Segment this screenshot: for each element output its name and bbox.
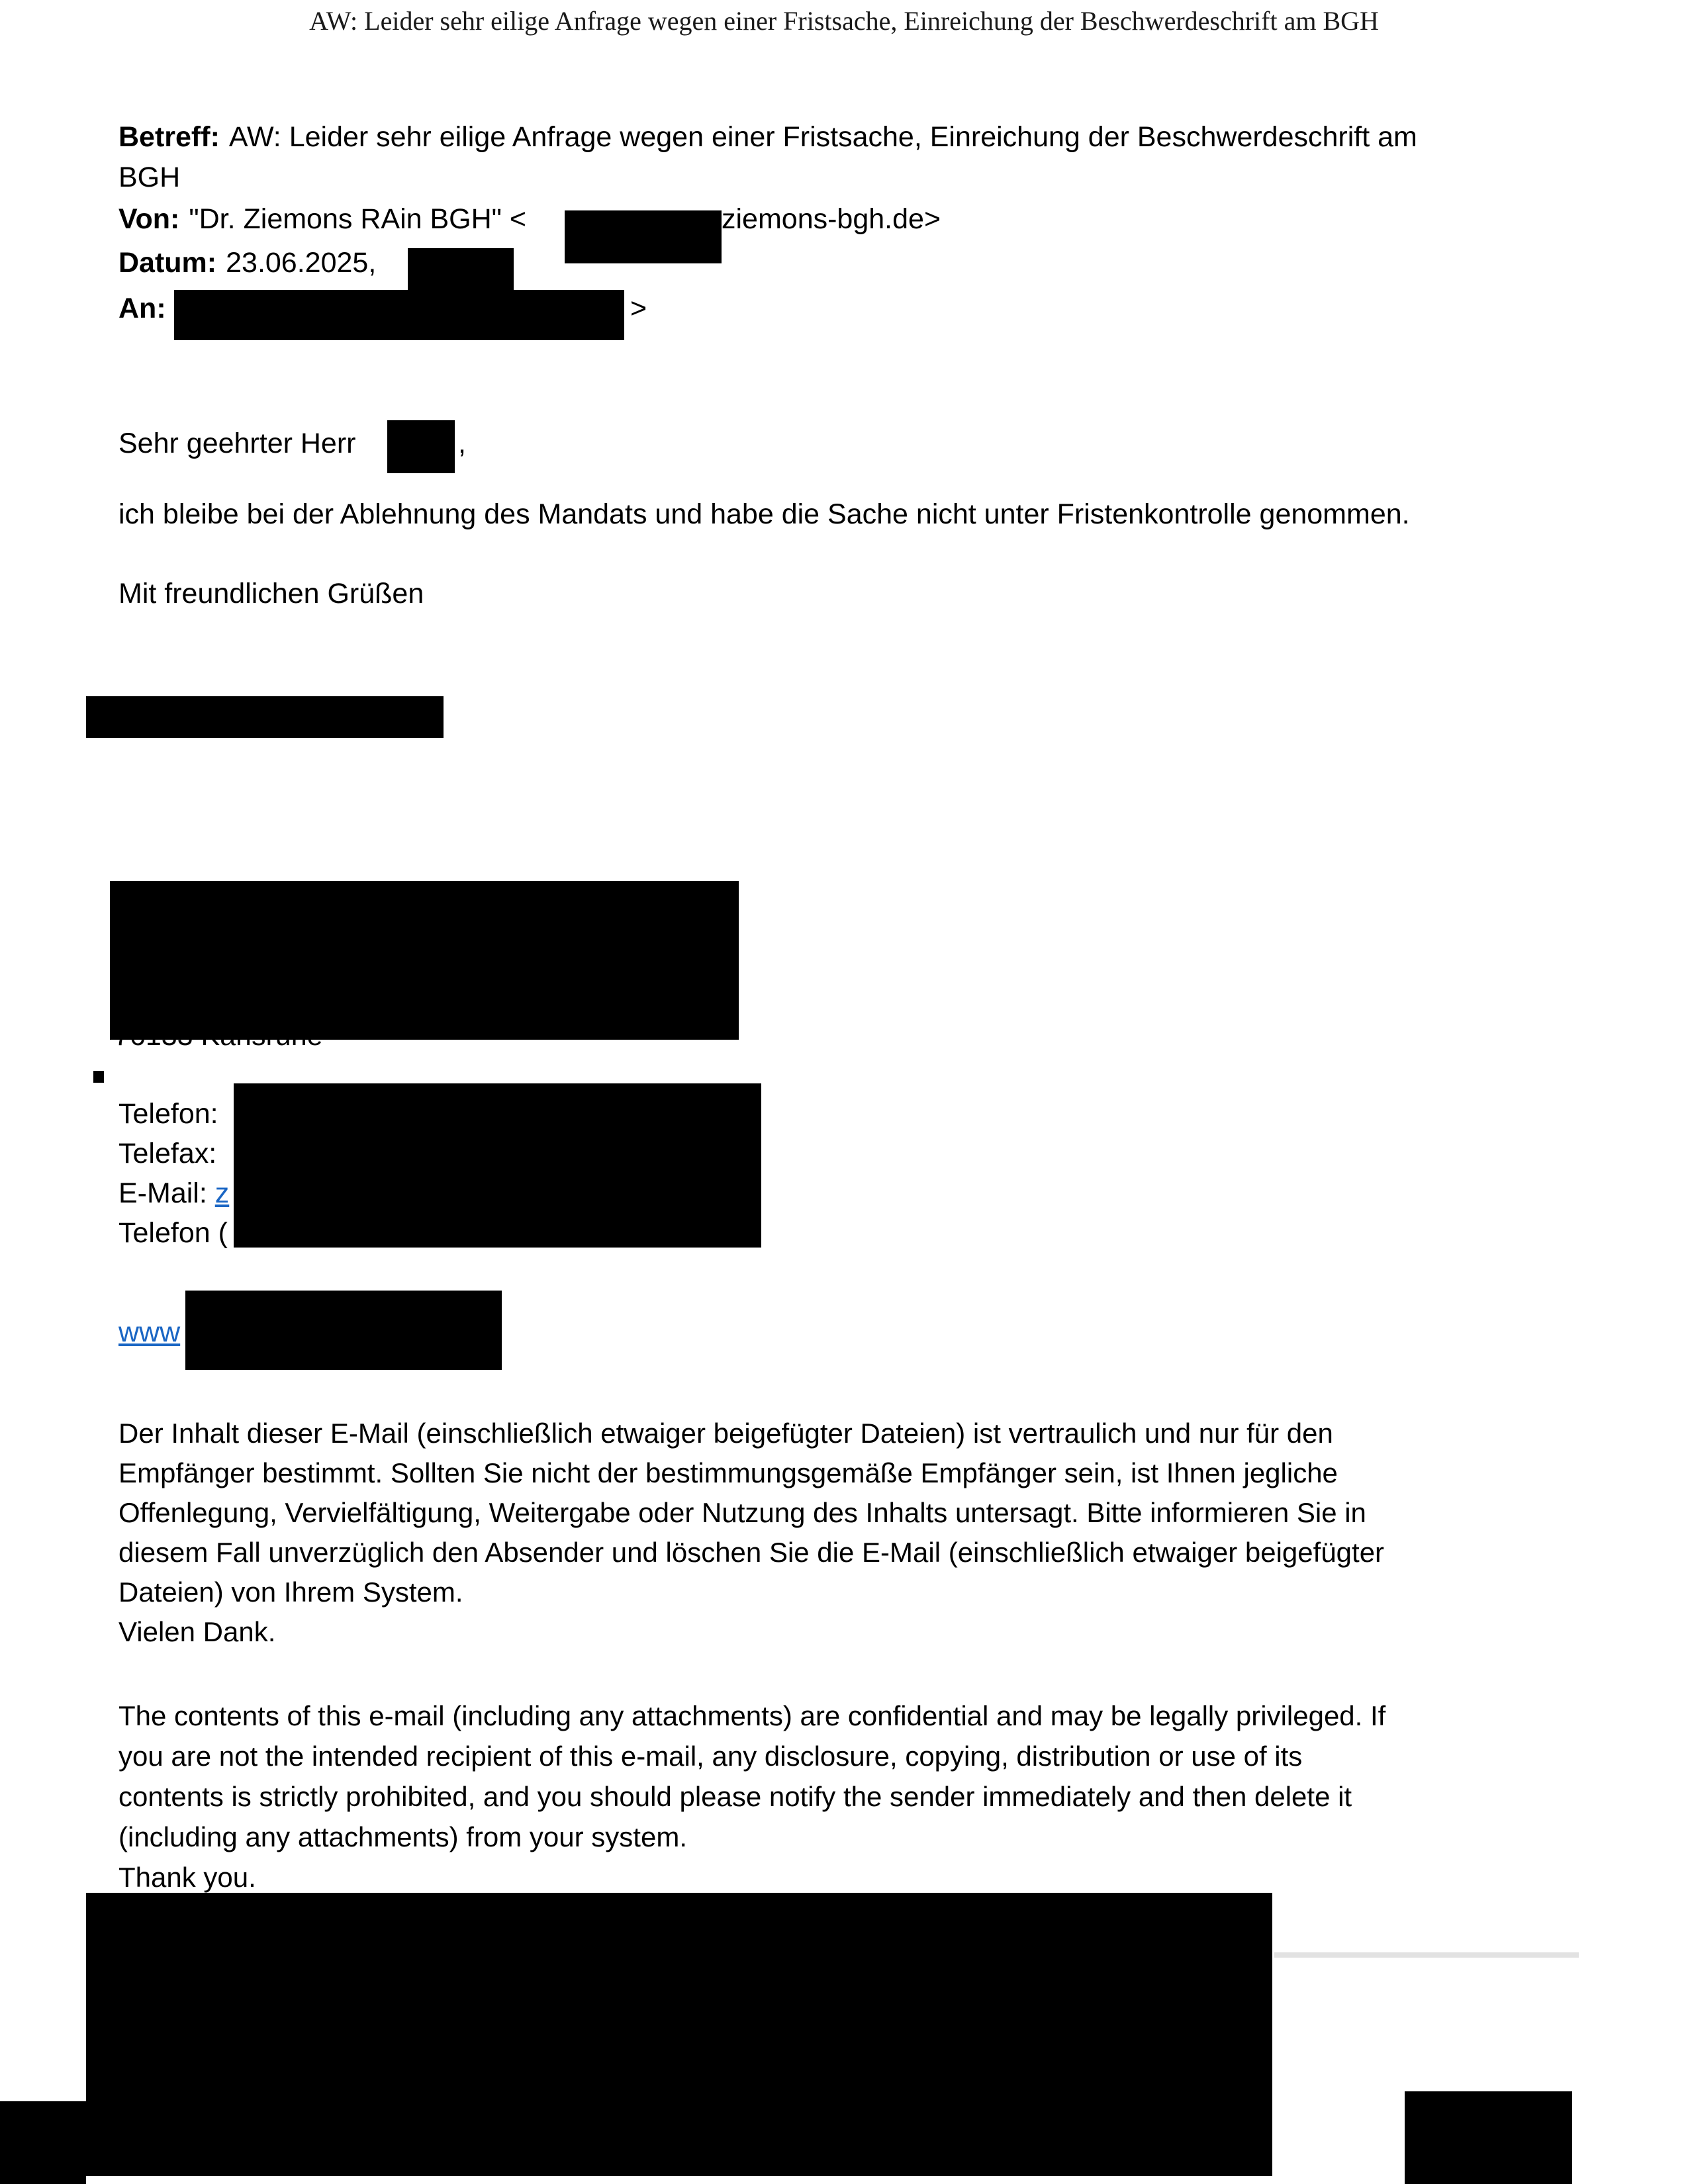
disclaimer-de-line: Empfänger bestimmt. Sollten Sie nicht der bestimmungsgemäße Empfänger sein, ist Ihnen jegliche — [118, 1457, 1338, 1488]
to-label: An: — [118, 293, 166, 324]
body-paragraph: ich bleibe bei der Ablehnung des Mandats und habe die Sache nicht unter Fristenkontrolle genommen. — [118, 498, 1410, 530]
redaction-box-sender-email — [565, 210, 722, 263]
disclaimer-en-line: Thank you. — [118, 1862, 256, 1893]
disclaimer-de-line: Dateien) von Ihrem System. — [118, 1576, 463, 1608]
website-link[interactable]: www — [118, 1316, 181, 1348]
list-bullet-square — [93, 1071, 104, 1083]
email-field-line — [118, 1177, 229, 1210]
email-label: E-Mail: — [118, 1177, 207, 1209]
page-title: AW: Leider sehr eilige Anfrage wegen einer Fristsache, Einreichung der Beschwerdeschrift am BGH — [309, 6, 1379, 36]
subject-label: Betreff: — [118, 121, 220, 153]
date-value: 23.06.2025, — [226, 247, 377, 279]
redaction-box-bottom-right — [1405, 2091, 1572, 2184]
date-line — [118, 246, 376, 279]
disclaimer-de-line: Der Inhalt dieser E-Mail (einschließlich etwaiger beigefügter Dateien) ist vertraulich und nur für den — [118, 1418, 1333, 1449]
redaction-box-time — [408, 248, 514, 291]
closing-text: Mit freundlichen Grüßen — [118, 578, 424, 610]
from-label: Von: — [118, 203, 180, 235]
disclaimer-en-line: you are not the intended recipient of this e-mail, any disclosure, copying, distribution or use of its — [118, 1741, 1303, 1772]
redaction-box-signature-name — [86, 696, 444, 738]
disclaimer-english — [118, 1696, 1385, 1897]
from-line — [118, 203, 526, 236]
greeting-comma: , — [458, 428, 466, 459]
date-label: Datum: — [118, 247, 217, 279]
redaction-box-recipient — [174, 290, 624, 340]
subject-value: AW: Leider sehr eilige Anfrage wegen einer Fristsache, Einreichung der Beschwerdeschrift am — [228, 121, 1417, 153]
disclaimer-de-line: Vielen Dank. — [118, 1616, 276, 1647]
email-link[interactable]: z — [214, 1177, 230, 1209]
subject-line-2: BGH — [118, 161, 181, 193]
redaction-box-bottom-left — [0, 2101, 86, 2184]
disclaimer-en-line: (including any attachments) from your system. — [118, 1821, 687, 1852]
from-value-suffix: ziemons-bgh.de> — [722, 203, 941, 235]
disclaimer-de-line: Offenlegung, Vervielfältigung, Weitergabe oder Nutzung des Inhalts untersagt. Bitte informieren Sie in — [118, 1497, 1366, 1528]
greeting-text: Sehr geehrter Herr — [118, 428, 356, 459]
redaction-box-address-block — [110, 881, 739, 1040]
subject-line-1 — [118, 120, 1417, 154]
redaction-box-recipient-name — [387, 420, 455, 473]
disclaimer-german — [118, 1414, 1384, 1652]
redaction-box-quoted-message — [86, 1893, 1272, 2176]
phone-label: Telefon: — [118, 1098, 218, 1130]
to-line — [118, 292, 175, 325]
phone2-label: Telefon ( — [118, 1217, 228, 1249]
redaction-box-contact-details — [234, 1083, 761, 1248]
disclaimer-en-line: The contents of this e-mail (including any attachments) are confidential and may be legally privileged. If — [118, 1700, 1386, 1731]
from-value-prefix: "Dr. Ziemons RAin BGH" < — [189, 203, 526, 235]
horizontal-divider — [1274, 1952, 1579, 1958]
disclaimer-de-line: diesem Fall unverzüglich den Absender und löschen Sie die E-Mail (einschließlich etwaiger beigefügter — [118, 1537, 1385, 1568]
to-value-suffix: > — [630, 293, 647, 324]
disclaimer-en-line: contents is strictly prohibited, and you should please notify the sender immediately and then delete it — [118, 1781, 1352, 1812]
fax-label: Telefax: — [118, 1138, 217, 1169]
redaction-box-website-url — [185, 1291, 502, 1370]
